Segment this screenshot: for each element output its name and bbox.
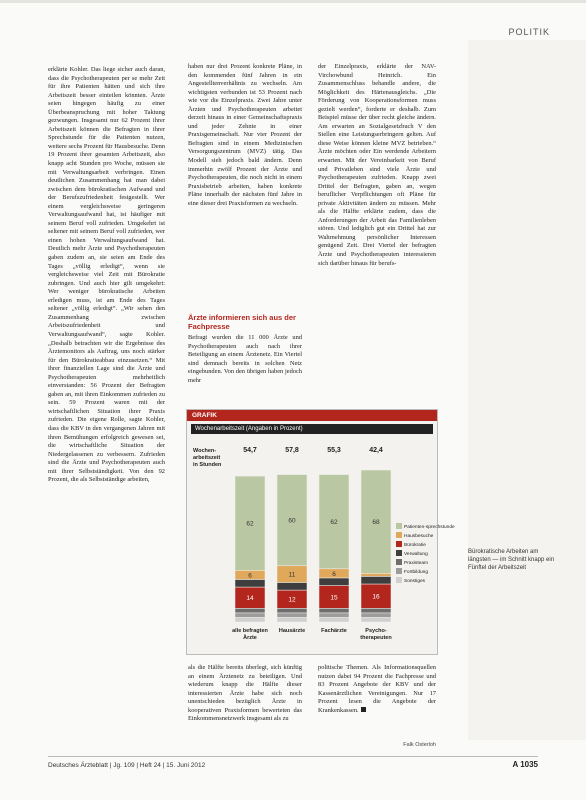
category-label: Ärzte xyxy=(243,635,257,641)
bar-segment xyxy=(277,613,307,618)
bar-segment xyxy=(319,617,349,622)
article-column-2-cont: Befragt wurden die 11 000 Ärzte und Psychotherapeuten auch nach ihrer Beteiligung an einem Ärztenetz. Ein Viertel sind demnach bereits in solchen Netz eingebunden. Von den übrigen haben jedoch mehr xyxy=(188,334,302,384)
article-column-2: haben nur drei Prozent konkrete Pläne, in den kommenden fünf Jahren in ein Angestelltenverhältnis zu wechseln. Am wichtigsten verbunden ist 53 Prozent nach wie vor die Einzelpraxis. Zwei Jahre unter Ärzten und Psychotherapeuten arbeitet derzeit hinaus in einer Gemeinschaftspraxis und jeder Zehnte in einer Praxisgemeinschaft. Nur vier Prozent der Befragten sind in einem Medizinischen Versorgungszentrum (MVZ) tätig. Das Modell sieh jedoch bald ändern. Denn immerhin zwölf Prozent der Ärzte und Psychotherapeuten, die noch nicht in einem Praxisbetrieb arbeiten, haben konkrete Pläne innerhalb der nächsten fünf Jahre in eine dieser drei Praxisformen zu wechseln. xyxy=(188,63,302,207)
legend-label: Praxisteam xyxy=(404,561,428,566)
legend-swatch xyxy=(396,577,402,583)
legend-swatch xyxy=(396,541,402,547)
chart-title: Wochenarbeitszeit (Angaben in Prozent) xyxy=(191,424,433,434)
footer-citation: Deutsches Ärzteblatt | Jg. 109 | Heft 24 | 15. Juni 2012 xyxy=(48,762,206,769)
subheading: Ärzte informieren sich aus der Fachpresse xyxy=(188,313,296,331)
article-column-1: erklärte Kohler. Das liege sicher auch daran, dass die Psychotherapeuten per se mehr Zeit für ihre Patienten hätten und sich ihre Arbeitszeit besser einteilen könnten. Ärzte seien hingegen häufig zu einer Überbeanspruchung mit hoher Taktung gezwungen. Insgesamt nur 62 Prozent ihrer Arbeitszeit können die Befragten in ihrer Sprechstunde für die Patienten nutzen, weitere sechs Prozent für Hausbesuche. Denn 19 Prozent ihrer gesamten Arbeitszeit, also knapp acht Stunden pro Woche, müssen sie mit Verwaltungsarbeit verbringen. Einen deutlichen Zusammenhang hat man dabei zwischen dem bürokratischen Aufwand und der Berufszufriedenheit festgestellt. Wer einem vergleichsweise geringeren Verwaltungsaufwand hat, ist häufiger mit seinem Beruf voll zufrieden. Umgekehrt ist seltener mit seinem Beruf voll zufrieden, wer einen hohen Verwaltungsaufwand hat. Deutlich mehr Ärzte und Psychotherapeuten gaben zudem an, sie seien am Ende des Tages „völlig erledigt“, wenn sie vergleichsweise viel Zeit mit Bürokratie zubringen. Und auch hier gilt umgekehrt: Wer weniger bürokratische Arbeiten erledigen muss, ist am Ende des Tages seltener „völlig erledigt“. „Wir sehen den Zusammenhang zwischen Arbeitszufriedenheit und Verwaltungsaufwand“, sagte Kohler. „Deshalb betrachten wir die Ergebnisse des Ärztemonitors als Auftrag, uns noch stärker für den Bürokratieabbau einzusetzen.“ Mit ihrer finanziellen Lage sind die Ärzte und Psychotherapeuten mehrheitlich einverstanden: 56 Prozent der Befragten gaben an, mit ihren Einkommen zufrieden zu sein. 59 Prozent waren mit der wirtschaftlichen Situation ihrer Praxis zufrieden. Die eigene Rolle, sagte Kohler, dass die KBV in den vergangenen Jahren mit ihren Bemühungen erfolgreich gewesen sei, die wirtschaftliche Situation der Niedergelassenen zu verbessern. Zufrieden sind die Ärzte und Psychotherapeuten auch mit ihrer Selbstständigkeit. Von den 92 Prozent, die als Selbstständige arbeiten, xyxy=(48,66,165,484)
bar-segment xyxy=(361,576,391,584)
data-label: 6 xyxy=(332,570,336,578)
data-label: 16 xyxy=(372,593,380,601)
bar-segment xyxy=(277,608,307,613)
bar-segment xyxy=(235,608,265,613)
bar-segment xyxy=(319,608,349,613)
legend-label: Bürokratie xyxy=(404,543,426,548)
chart-tag: GRAFIK xyxy=(187,410,437,421)
data-label: 15 xyxy=(330,594,338,602)
page-number: A 1035 xyxy=(512,760,538,769)
bar-segment xyxy=(361,613,391,618)
legend-swatch xyxy=(396,550,402,556)
footer-rule xyxy=(48,756,538,757)
bar-segment xyxy=(319,578,349,586)
data-label: 12 xyxy=(288,596,296,604)
bar-segment xyxy=(361,617,391,622)
bar-segment xyxy=(361,573,391,576)
data-label: 62 xyxy=(246,520,254,528)
category-label: therapeuten xyxy=(360,635,392,641)
y-axis-label: arbeitszeit xyxy=(193,455,221,461)
bar-segment xyxy=(235,579,265,587)
data-label: 11 xyxy=(288,571,296,579)
y-axis-label: Wochen- xyxy=(193,448,217,454)
bar-segment xyxy=(277,617,307,622)
article-column-3-bottom: politische Themen. Als Informationsquellen nutzen dabei 94 Prozent die Fachpresse und 83 Prozent Angebote der KBV und der Kassenärztlichen Vereinigungen. Nur 17 Prozent lesen die Angebote der Krankenkassen. xyxy=(318,664,436,714)
stacked-bar-chart xyxy=(187,410,455,654)
article-column-3: der Einzelpraxis, erklärte der NAV-Virchowbund Heinrich. Ein Zusammenschluss behandle andere, die Möglichkeit des Härtenausgleichs. „Die Förderung von Kooperationsformen muss gezielt werden“, forderte er deshalb. Zum Beispiel müsse der über recht gleiche ändern. Am erwarten an Sozialgesetzbuch V den Stellen eine Leistungserbringern gelten. Auf diese Weise können kleine MVZ betrieben.“ Ärzte möchten oder Ein werdende Arbeitern erwarten. Mit der Vereinbarkeit von Beruf und Privatleben sind viele Ärzte und Psychotherapeuten zufrieden. Knapp zwei Drittel der Befragten, gaben an, wegen beruflicher Verpflichtungen oft Pläne für private Aktivitäten ändern zu müssen. Mehr als die Hälfte erklärte zudem, dass die Anforderungen der Arbeit das Familienleben stören. Und lediglich gut ein Drittel hat zur Wahrnehmung persönlicher Interessen genügend Zeit. Drei Viertel der befragten Ärzte und Psychotherapeuten interessieren sich darüber hinaus für berufs- xyxy=(318,63,436,267)
right-margin xyxy=(468,40,586,740)
chart-side-caption: Bürokratische Arbeiten am längsten — im Schnitt knapp ein Fünftel der Arbeitszeit xyxy=(468,549,555,571)
data-label: 68 xyxy=(372,519,380,527)
category-label: Psycho- xyxy=(365,628,387,634)
data-label: 60 xyxy=(288,517,296,525)
total-label: 55,3 xyxy=(327,447,341,454)
top-rule xyxy=(0,0,586,3)
legend-label: Fortbildung xyxy=(404,570,428,575)
total-label: 42,4 xyxy=(369,447,383,454)
y-axis-label: in Stunden xyxy=(193,462,222,468)
legend-label: Patienten-sprechstunde xyxy=(404,525,455,530)
category-label: Fachärzte xyxy=(321,628,347,634)
legend-label: Hausbesuche xyxy=(404,534,434,539)
category-label: Hausärzte xyxy=(278,628,306,634)
data-label: 14 xyxy=(246,595,254,603)
total-label: 57,8 xyxy=(285,447,299,454)
legend-label: Sonstiges xyxy=(404,579,426,584)
bar-segment xyxy=(361,608,391,613)
article-column-2-bottom: als die Hälfte bereits überlegt, sich künftig an einem Ärztenetz zu beteiligen. Und wiederum knapp die Hälfte dieser interessierten Ärzte habe sich noch unentschieden bezüglich Ärzte in kooperativen Praxisformen bewerteten das Einkommensnetzwerk insgesamt als zu xyxy=(188,664,302,723)
author: Falk Osterloh xyxy=(403,742,436,748)
data-label: 62 xyxy=(330,519,338,527)
end-mark-icon xyxy=(361,707,366,712)
legend-swatch xyxy=(396,532,402,538)
data-label: 6 xyxy=(248,572,252,580)
bar-segment xyxy=(235,617,265,622)
bar-segment xyxy=(277,582,307,590)
legend-swatch xyxy=(396,568,402,574)
legend-swatch xyxy=(396,559,402,565)
bar-segment xyxy=(235,613,265,618)
total-label: 54,7 xyxy=(243,447,257,454)
legend-swatch xyxy=(396,523,402,529)
chart-box xyxy=(186,409,455,655)
legend-label: Verwaltung xyxy=(404,552,428,557)
category-label: alle befragten xyxy=(232,628,268,634)
section-label: POLITIK xyxy=(508,27,550,37)
bar-segment xyxy=(319,613,349,618)
